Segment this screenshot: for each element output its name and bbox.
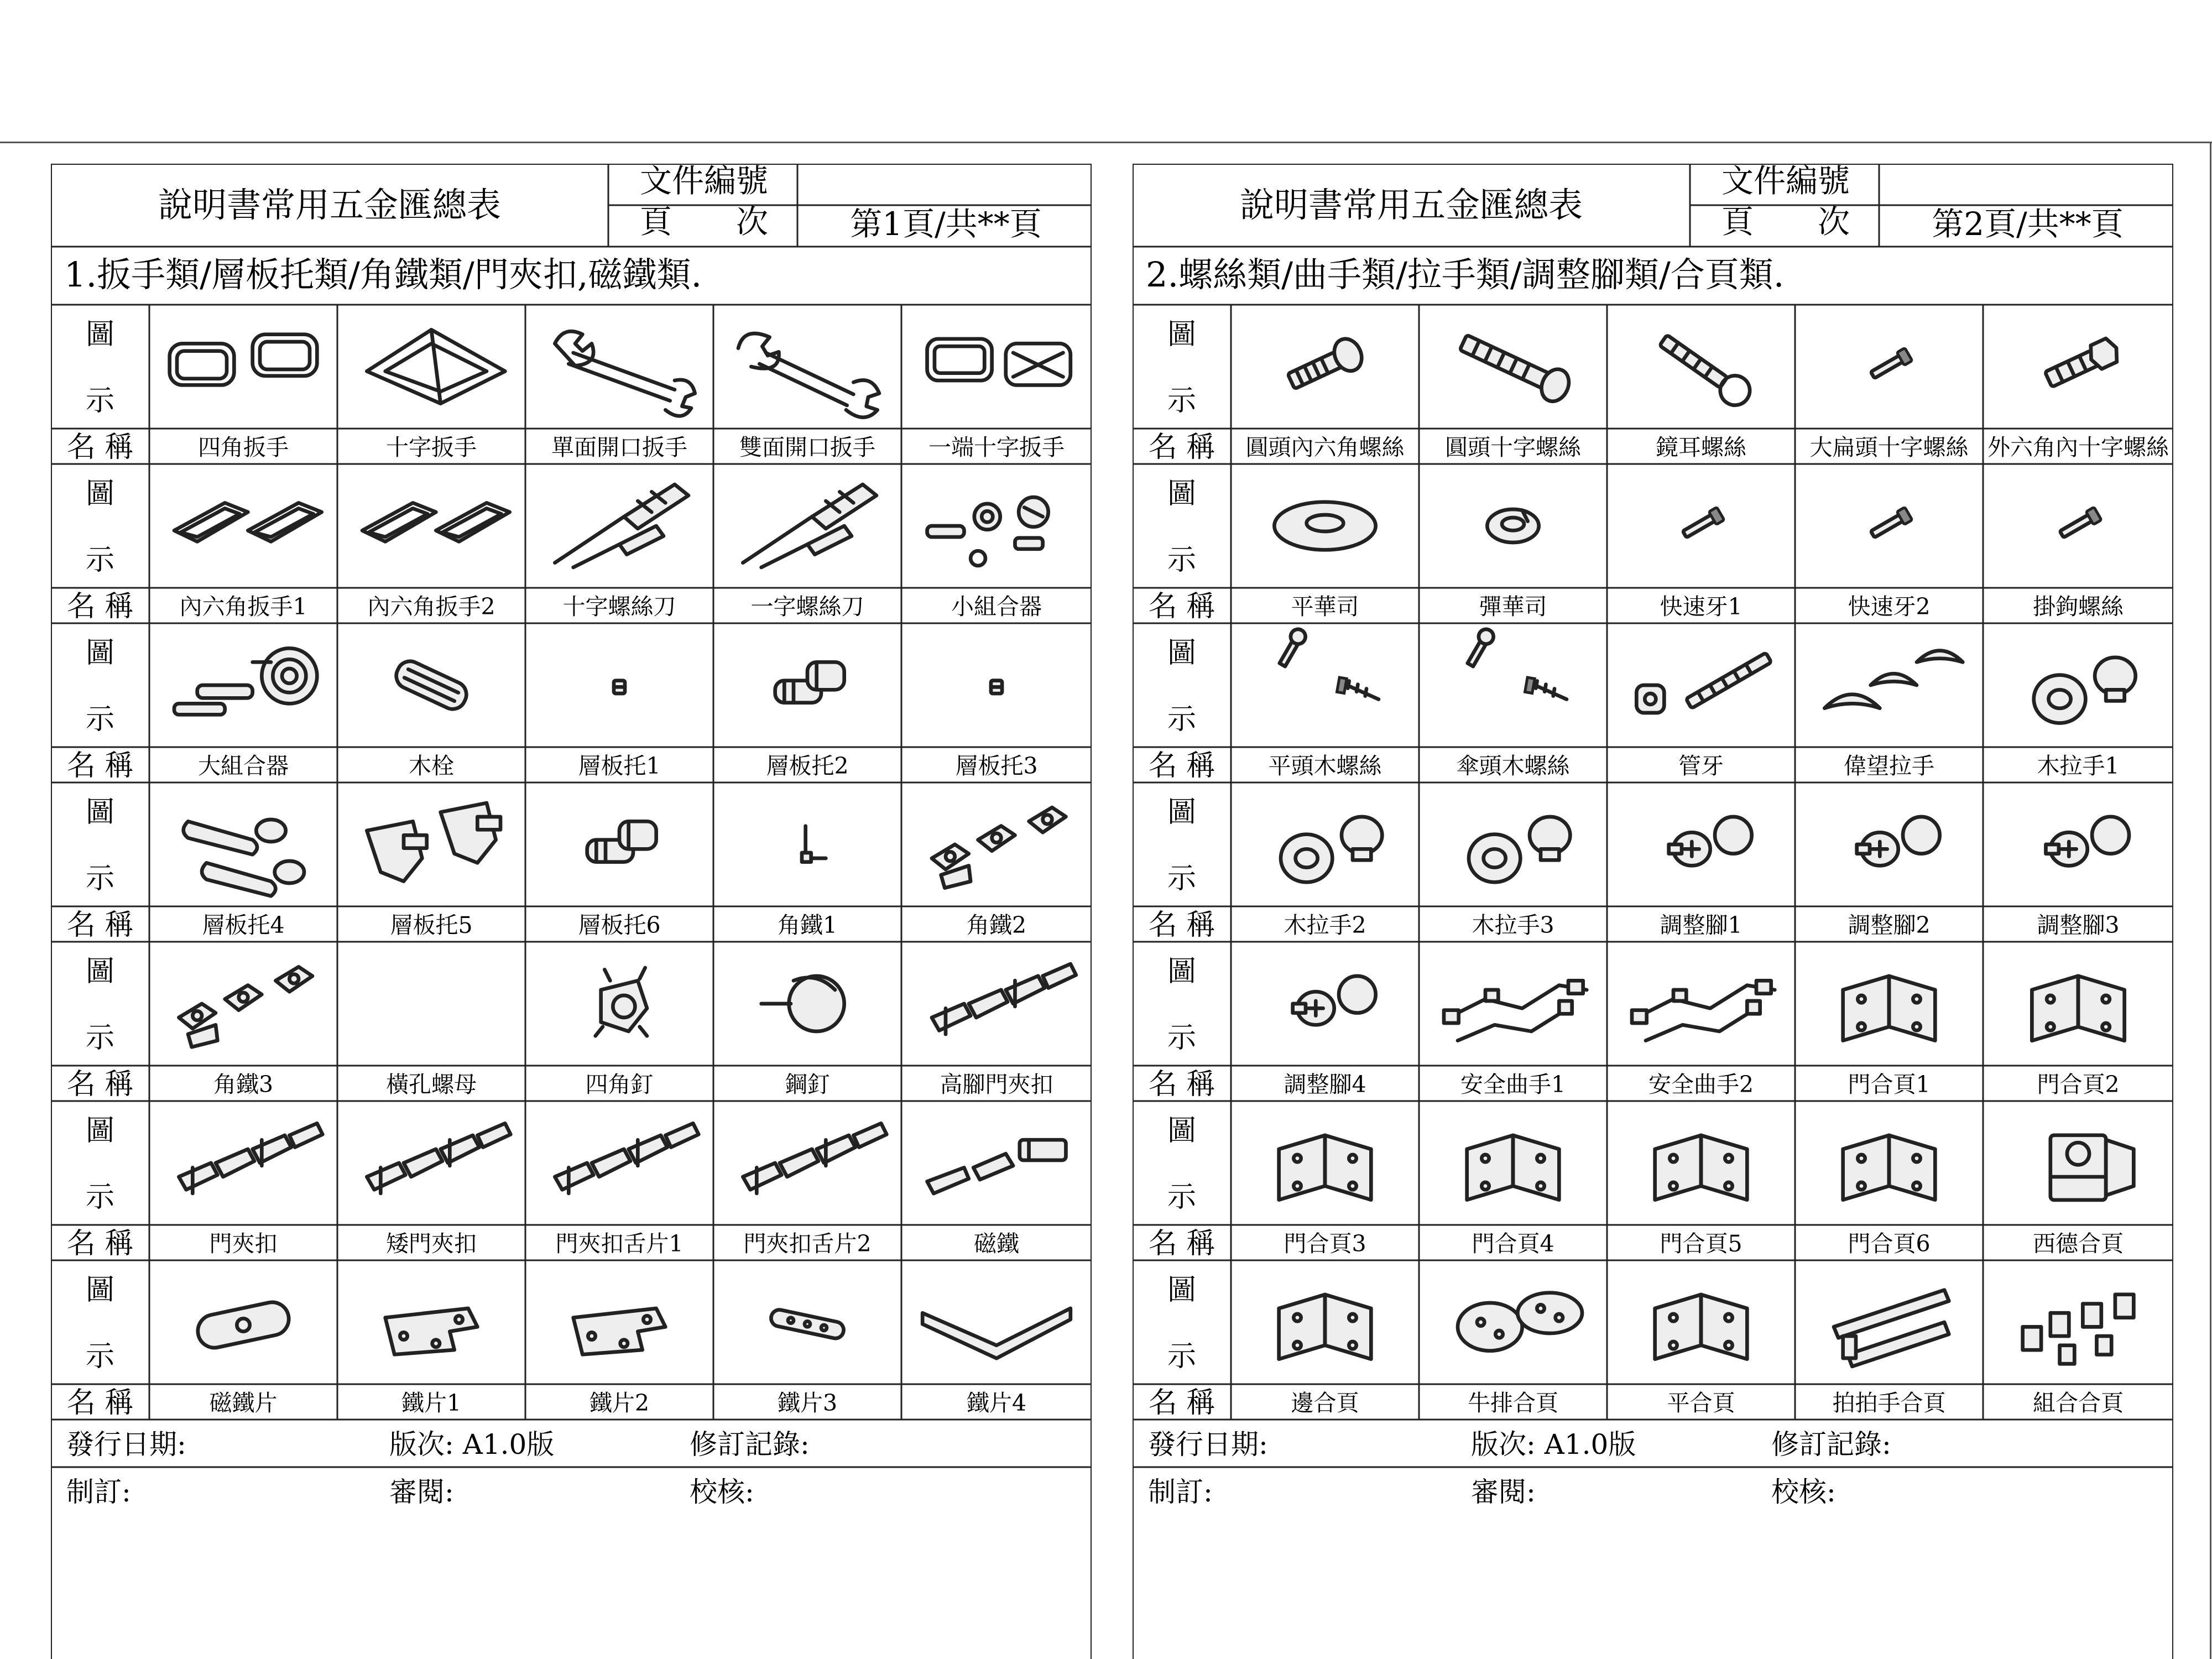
wood-screw-icon [1242, 634, 1408, 736]
leveler-icon [1806, 794, 1972, 895]
shelf-pin-icon [536, 794, 702, 895]
item-name: 圓頭內六角螺絲 [1245, 434, 1405, 461]
hinge-icon [1806, 1112, 1972, 1214]
item-name: 四角釘 [585, 1071, 654, 1098]
wrench-open-icon [536, 316, 702, 418]
section-heading: 1.扳手類/層板托類/角鐵類/門夾扣,磁鐵類. [64, 254, 702, 295]
prepared-by-label: 制訂: [66, 1476, 131, 1508]
item-name: 鐵片4 [966, 1390, 1027, 1416]
issue-date-label: 發行日期: [66, 1428, 186, 1460]
item-name: 鐵片2 [589, 1390, 650, 1416]
screw-small-icon [1618, 475, 1784, 577]
stay-icon [1430, 953, 1596, 1055]
hex-key-icon [348, 475, 514, 577]
wrench-cross-end-icon [912, 316, 1081, 418]
item-name: 磁鐵 [974, 1230, 1019, 1257]
name-label: 名 稱 [66, 909, 134, 942]
checked-by-label: 校核: [690, 1476, 754, 1508]
item-name: 平合頁 [1667, 1390, 1735, 1416]
item-name: 平華司 [1291, 593, 1359, 620]
image-label-bottom: 示 [85, 1021, 114, 1055]
image-label-bottom: 示 [85, 1340, 114, 1373]
image-label-bottom: 示 [1167, 1340, 1196, 1373]
image-label-top: 圖 [1167, 1114, 1196, 1147]
image-label-top: 圖 [85, 637, 114, 670]
leveler-icon [1618, 794, 1784, 895]
item-name: 牛排合頁 [1468, 1390, 1558, 1416]
image-label-bottom: 示 [1167, 862, 1196, 895]
reviewed-by-label: 審閱: [1471, 1476, 1536, 1508]
name-label: 名 稱 [1148, 749, 1215, 782]
screwdriver-icon [536, 475, 702, 577]
image-label-bottom: 示 [1167, 703, 1196, 736]
image-label-top: 圖 [1167, 1274, 1196, 1307]
name-label: 名 稱 [1148, 431, 1215, 464]
image-label-top: 圖 [1167, 796, 1196, 829]
plate-icon [160, 1271, 326, 1373]
document-number-label: 文件編號 [1721, 162, 1850, 200]
item-name: 角鐵3 [213, 1071, 274, 1098]
eye-bolt-icon [1618, 316, 1784, 418]
item-name: 圓頭十字螺絲 [1445, 434, 1581, 461]
image-label-top: 圖 [1167, 318, 1196, 351]
flat-washer-icon [1242, 475, 1408, 577]
item-name: 傘頭木螺絲 [1456, 753, 1570, 779]
name-label: 名 稱 [66, 1068, 134, 1101]
item-name: 門合頁5 [1660, 1230, 1743, 1257]
hinge-icon [1242, 1271, 1408, 1373]
hex-bolt-icon [1994, 316, 2162, 418]
page-label: 頁 次 [1721, 203, 1850, 241]
item-name: 磁鐵片 [209, 1390, 278, 1416]
section-heading: 2.螺絲類/曲手類/拉手類/調整腳類/合頁類. [1146, 254, 1785, 295]
item-name: 層板托1 [578, 753, 661, 779]
page-number: 第2頁/共**頁 [1932, 205, 2124, 243]
screw-small-icon [1806, 475, 1972, 577]
item-name: 管牙 [1678, 753, 1724, 779]
revision-label: 修訂記錄: [690, 1428, 810, 1460]
item-name: 調整腳4 [1284, 1071, 1366, 1098]
item-name: 四角扳手 [198, 434, 289, 461]
image-label-bottom: 示 [85, 384, 114, 418]
item-name: 一端十字扳手 [928, 434, 1065, 461]
item-name: 木拉手2 [1284, 912, 1366, 938]
name-label: 名 稱 [66, 1386, 134, 1420]
item-name: 彈華司 [1479, 593, 1547, 620]
item-name: 組合合頁 [2033, 1390, 2124, 1416]
image-label-top: 圖 [85, 477, 114, 510]
item-name: 安全曲手1 [1460, 1071, 1566, 1098]
item-name: 門夾扣舌片1 [555, 1230, 684, 1257]
item-name: 安全曲手2 [1648, 1071, 1754, 1098]
barrel-nut-icon [1618, 634, 1784, 736]
stay-icon [1618, 953, 1784, 1055]
image-label-top: 圖 [1167, 637, 1196, 670]
item-name: 鐵片1 [401, 1390, 462, 1416]
item-name: 門合頁3 [1284, 1230, 1366, 1257]
item-name: 偉望拉手 [1844, 753, 1934, 779]
item-name: 內六角扳手2 [367, 593, 495, 620]
document-number-label: 文件編號 [639, 162, 768, 200]
latch-icon [536, 1112, 702, 1214]
knob-icon [1430, 794, 1596, 895]
image-label-bottom: 示 [85, 862, 114, 895]
hinge-icon [1430, 1112, 1596, 1214]
item-name: 十字螺絲刀 [562, 593, 676, 620]
item-name: 木栓 [409, 753, 454, 779]
name-label: 名 稱 [66, 749, 134, 782]
image-label-bottom: 示 [1167, 1021, 1196, 1055]
item-name: 層板托5 [390, 912, 473, 938]
shelf-pin-icon [724, 634, 890, 736]
hinge-icon [1242, 1112, 1408, 1214]
image-label-top: 圖 [85, 1114, 114, 1147]
document-title: 說明書常用五金匯總表 [1239, 185, 1583, 225]
dowel-icon [348, 634, 514, 736]
wrench-double-icon [724, 316, 890, 418]
name-label: 名 稱 [66, 590, 134, 623]
image-label-bottom: 示 [85, 544, 114, 577]
item-name: 掛鉤螺絲 [2033, 593, 2124, 620]
knob-icon [1242, 794, 1408, 895]
page-top-rule [0, 142, 2212, 143]
item-name: 木拉手1 [2037, 753, 2120, 779]
angle-bracket-icon [912, 794, 1081, 895]
wood-screw-icon [1430, 634, 1596, 736]
image-label-bottom: 示 [85, 1181, 114, 1214]
item-name: 調整腳1 [1660, 912, 1743, 938]
item-name: 快速牙1 [1660, 593, 1743, 620]
item-name: 層板托3 [955, 753, 1038, 779]
item-name: 單面開口扳手 [551, 434, 687, 461]
shelf-support-icon [160, 794, 326, 895]
image-label-top: 圖 [1167, 955, 1196, 988]
item-name: 鋼釘 [785, 1071, 830, 1098]
checked-by-label: 校核: [1771, 1476, 1836, 1508]
item-name: 調整腳2 [1848, 912, 1931, 938]
image-label-top: 圖 [85, 955, 114, 988]
item-name: 木拉手3 [1472, 912, 1554, 938]
item-name: 門合頁6 [1848, 1230, 1931, 1257]
reviewed-by-label: 審閱: [389, 1476, 454, 1508]
latch-icon [160, 1112, 326, 1214]
item-name: 層板托6 [578, 912, 661, 938]
item-name: 鏡耳螺絲 [1656, 434, 1746, 461]
nail-icon [724, 953, 890, 1055]
item-name: 門夾扣舌片2 [743, 1230, 872, 1257]
hardware-sheet-page-2 [1133, 164, 2173, 1659]
name-label: 名 稱 [1148, 1386, 1215, 1420]
item-name: 鐵片3 [777, 1390, 838, 1416]
name-label: 名 稱 [1148, 1068, 1215, 1101]
spring-washer-icon [1430, 475, 1596, 577]
item-name: 矮門夾扣 [386, 1230, 477, 1257]
hex-key-icon [160, 475, 326, 577]
bolt-icon [1242, 316, 1408, 418]
item-name: 角鐵2 [966, 912, 1027, 938]
name-label: 名 稱 [66, 1227, 134, 1260]
item-name: 調整腳3 [2037, 912, 2120, 938]
latch-icon [724, 1112, 890, 1214]
magnet-icon [912, 1112, 1081, 1214]
image-label-bottom: 示 [1167, 384, 1196, 418]
screwdriver-icon [724, 475, 890, 577]
latch-icon [348, 1112, 514, 1214]
image-label-top: 圖 [85, 318, 114, 351]
page-number: 第1頁/共**頁 [850, 205, 1042, 243]
concealed-hinge-icon [1994, 1112, 2162, 1214]
latch-icon [912, 953, 1081, 1055]
hinge-round-icon [1430, 1271, 1596, 1373]
item-name: 門合頁4 [1472, 1230, 1554, 1257]
image-label-bottom: 示 [1167, 1181, 1196, 1214]
knob-icon [1994, 634, 2162, 736]
name-label: 名 稱 [1148, 590, 1215, 623]
plate-l-icon [536, 1271, 702, 1373]
prepared-by-label: 制訂: [1148, 1476, 1213, 1508]
item-name: 平頭木螺絲 [1268, 753, 1382, 779]
image-label-top: 圖 [85, 796, 114, 829]
item-name: 層板托2 [766, 753, 849, 779]
page-right-rule [2210, 142, 2211, 1659]
image-label-bottom: 示 [85, 703, 114, 736]
push-hinge-icon [1806, 1271, 1972, 1373]
connector-large-icon [160, 634, 326, 736]
page-label: 頁 次 [639, 203, 768, 241]
issue-date-label: 發行日期: [1148, 1428, 1268, 1460]
version-label: 版次: A1.0版 [389, 1428, 555, 1460]
revision-label: 修訂記錄: [1771, 1428, 1891, 1460]
item-name: 角鐵1 [777, 912, 838, 938]
item-name: 拍拍手合頁 [1832, 1390, 1946, 1416]
hinge-icon [1806, 953, 1972, 1055]
item-name: 內六角扳手1 [179, 593, 307, 620]
item-name: 十字扳手 [386, 434, 477, 461]
image-label-top: 圖 [1167, 477, 1196, 510]
item-name: 一字螺絲刀 [750, 593, 864, 620]
tee-nut-icon [536, 953, 702, 1055]
angle-bracket-icon [160, 953, 326, 1055]
item-name: 外六角內十字螺絲 [1987, 434, 2169, 461]
hinge-icon [1994, 953, 2162, 1055]
plate-l-icon [348, 1271, 514, 1373]
leveler-icon [1994, 794, 2162, 895]
name-label: 名 稱 [66, 431, 134, 464]
leveler-icon [1242, 953, 1408, 1055]
item-name: 高腳門夾扣 [940, 1071, 1053, 1098]
plate-bend-icon [912, 1271, 1081, 1373]
name-label: 名 稱 [1148, 909, 1215, 942]
item-name: 門夾扣 [209, 1230, 278, 1257]
plate-strip-icon [724, 1271, 890, 1373]
image-label-bottom: 示 [1167, 544, 1196, 577]
item-name: 雙面開口扳手 [739, 434, 875, 461]
tiny-pin-icon [536, 634, 702, 736]
name-label: 名 稱 [1148, 1227, 1215, 1260]
item-name: 小組合器 [951, 593, 1042, 620]
item-name: 邊合頁 [1291, 1390, 1359, 1416]
item-name: 門合頁1 [1848, 1071, 1931, 1098]
version-label: 版次: A1.0版 [1471, 1428, 1636, 1460]
hinge-icon [1618, 1112, 1784, 1214]
hinge-set-icon [1994, 1271, 2162, 1373]
item-name: 大組合器 [198, 753, 289, 779]
hinge-icon [1618, 1271, 1784, 1373]
angle-small-icon [724, 794, 890, 895]
item-name: 層板托4 [202, 912, 285, 938]
item-name: 大扁頭十字螺絲 [1809, 434, 1969, 461]
screw-small-icon [1994, 475, 2162, 577]
image-label-top: 圖 [85, 1274, 114, 1307]
shelf-block-icon [348, 794, 514, 895]
wrench-cross-icon [348, 316, 514, 418]
item-name: 門合頁2 [2037, 1071, 2120, 1098]
wrench-square-icon [160, 316, 326, 418]
item-name: 橫孔螺母 [386, 1071, 477, 1098]
handle-icon [1806, 634, 1972, 736]
document-title: 說明書常用五金匯總表 [158, 185, 501, 225]
connector-small-icon [912, 475, 1081, 577]
item-name: 西德合頁 [2033, 1230, 2124, 1257]
bolt-long-icon [1430, 316, 1596, 418]
tiny-pin-icon [912, 634, 1081, 736]
item-name: 快速牙2 [1848, 593, 1931, 620]
screw-small-icon [1806, 316, 1972, 418]
hardware-sheet-page-1 [51, 164, 1092, 1659]
